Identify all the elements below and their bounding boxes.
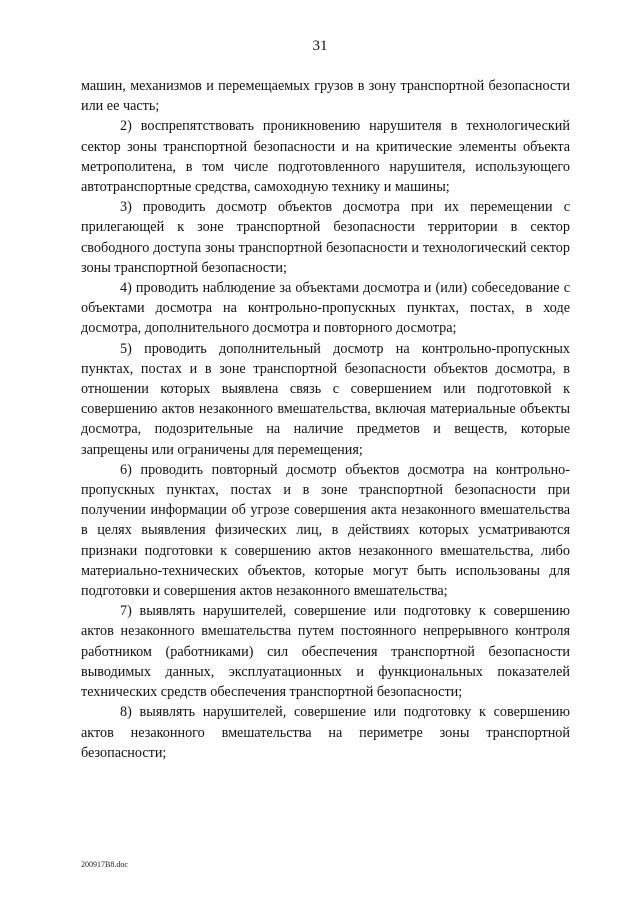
paragraph-item-7: 7) выявлять нарушителей, совершение или подготовку к совершению актов незаконного вмешательства путем постоянного непрерывного контроля работником (работниками) сил обеспечения транспортной безопасности выводимых данных, эксплуатационных и функциональных показателей технических средств обеспечения транспортной безопасности;	[81, 603, 570, 701]
paragraph-item-5: 5) проводить дополнительный досмотр на контрольно-пропускных пунктах, постах и в зоне транспортной безопасности объектов досмотра, в отношении которых выявлена связь с совершением или подготовкой к совершению актов незаконного вмешательства, включая материальные объекты досмотра, подозрительные на наличие предметов и веществ, которые запрещены или ограничены для перемещения;	[81, 340, 570, 458]
paragraph-item-3: 3) проводить досмотр объектов досмотра при их перемещении с прилегающей к зоне транспортной безопасности территории в сектор свободного доступа зоны транспортной безопасности и технологический сектор зоны транспортной безопасности;	[81, 199, 570, 276]
document-body	[81, 76, 570, 763]
paragraph-item-4: 4) проводить наблюдение за объектами досмотра и (или) собеседование с объектами досмотра на контрольно-пропускных пунктах, постах, в ходе досмотра, дополнительного досмотра и повторного досмотра;	[81, 280, 570, 337]
paragraph-item-6: 6) проводить повторный досмотр объектов досмотра на контрольно-пропускных пунктах, постах и в зоне транспортной безопасности при получении информации об угрозе совершения акта незаконного вмешательства в целях выявления физических лиц, в действиях которых усматриваются признаки подготовки к совершению актов незаконного вмешательства, либо материально-технических объектов, которые могут быть использованы для подготовки и совершения актов незаконного вмешательства;	[81, 461, 570, 600]
paragraph-item-2: 2) воспрепятствовать проникновению нарушителя в технологический сектор зоны транспортной безопасности и на критические элементы объекта метрополитена, в том числе подготовленного нарушителя, использующего автотранспортные средства, самоходную технику и машины;	[81, 118, 570, 196]
paragraph-item-8: 8) выявлять нарушителей, совершение или подготовку к совершению актов незаконного вмешательства на периметре зоны транспортной безопасности;	[81, 704, 570, 761]
page-number: 31	[312, 38, 328, 54]
footer-filename: 200917B8.doc	[81, 860, 128, 869]
paragraph-continuation: машин, механизмов и перемещаемых грузов в зону транспортной безопасности или ее часть;	[81, 78, 570, 115]
